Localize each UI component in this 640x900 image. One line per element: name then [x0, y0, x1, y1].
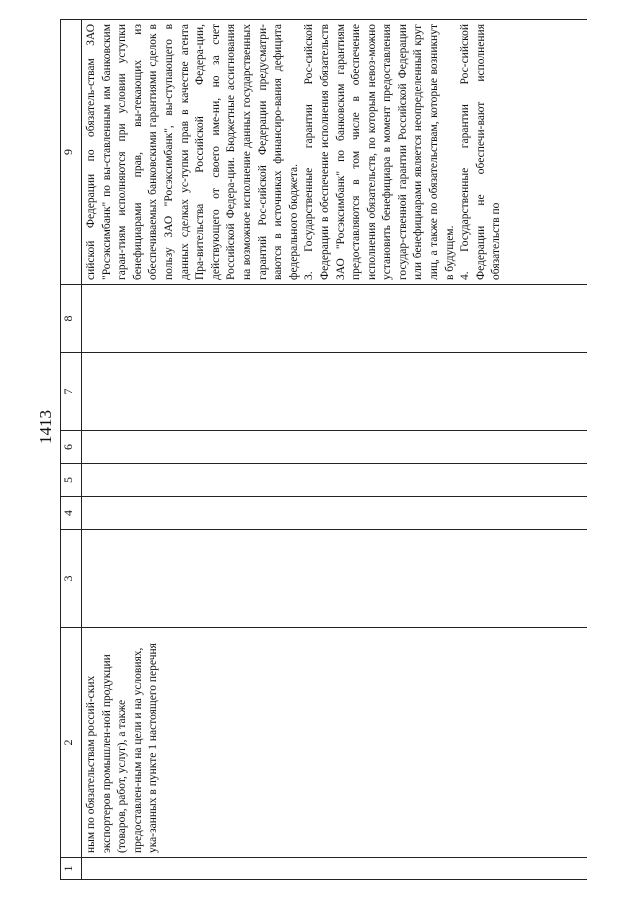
column-header-7: 7: [61, 353, 82, 431]
conditions-text: [82, 20, 507, 284]
cell-col-6: [82, 431, 588, 464]
table-row: [82, 20, 588, 880]
table-header-row: [61, 20, 82, 880]
cell-col-7: [82, 353, 588, 431]
column-header-4: 4: [61, 497, 82, 530]
cell-col-9: [82, 20, 588, 285]
column-header-5: 5: [61, 464, 82, 497]
conditions-paragraph-1: сийской Федерации по обязатель-ствам ЗАО "Росэксимбанк" по вы-ставленным им банковским гаран-тиям исполняются при условии уступки бенефициарами прав, вы-текающих из обеспечиваемых банковскими гарантиями сделок в пользу ЗАО "Росэксимбанк", вы-ступающего в данных сделках ус-тупки прав в качестве агента Пра-вительства Российской Федера-ции, действующего от своего име-ни, но за счет Российской Федера-ции. Бюджетные ассигнования на возможное исполнение данных государственных гарантий Рос-сийской Федерации предусматри-ваются в источниках финансиро-вания дефицита федерального бюджета.: [85, 24, 300, 280]
cell-col-4: [82, 497, 588, 530]
page-number: 1413: [36, 410, 55, 444]
guarantee-table: [60, 19, 587, 880]
guarantee-purpose-text: ным по обязательствам россий-ских экспортеров промышлен-ной продукции (товаров, работ, услуг), а также предоставлен-ным на цели и на условиях, ука-занных в пункте 1 настоящего перечня: [85, 643, 160, 853]
column-header-8: 8: [61, 285, 82, 353]
cell-col-1: [82, 858, 588, 880]
cell-col-2: [82, 628, 588, 858]
cell-col-5: [82, 464, 588, 497]
cell-col-8: [82, 285, 588, 353]
column-header-1: 1: [61, 858, 82, 880]
conditions-paragraph-2: 3. Государственные гарантии Рос-сийской Федерации в обеспечение исполнения обязательств ЗАО "Росэксимбанк" по банковским гарантиям предоставляются в том числе в обеспечение исполнения обязательств, по которым невоз-можно установить бенефициара в момент предоставления государ-ственной гарантии Российской Федерации или бенефициарами является неопределенный круг лиц, а также по обязательствам, которые возникнут в будущем.: [303, 24, 456, 280]
conditions-paragraph-3: 4. Государственные гарантии Рос-сийской Федерации не обеспечи-вают исполнения обязательств по: [459, 24, 503, 280]
column-header-6: 6: [61, 431, 82, 464]
column-header-9: 9: [61, 20, 82, 285]
column-header-3: 3: [61, 530, 82, 628]
column-header-2: 2: [61, 628, 82, 858]
rotated-table-wrapper: [60, 20, 590, 880]
cell-col-3: [82, 530, 588, 628]
